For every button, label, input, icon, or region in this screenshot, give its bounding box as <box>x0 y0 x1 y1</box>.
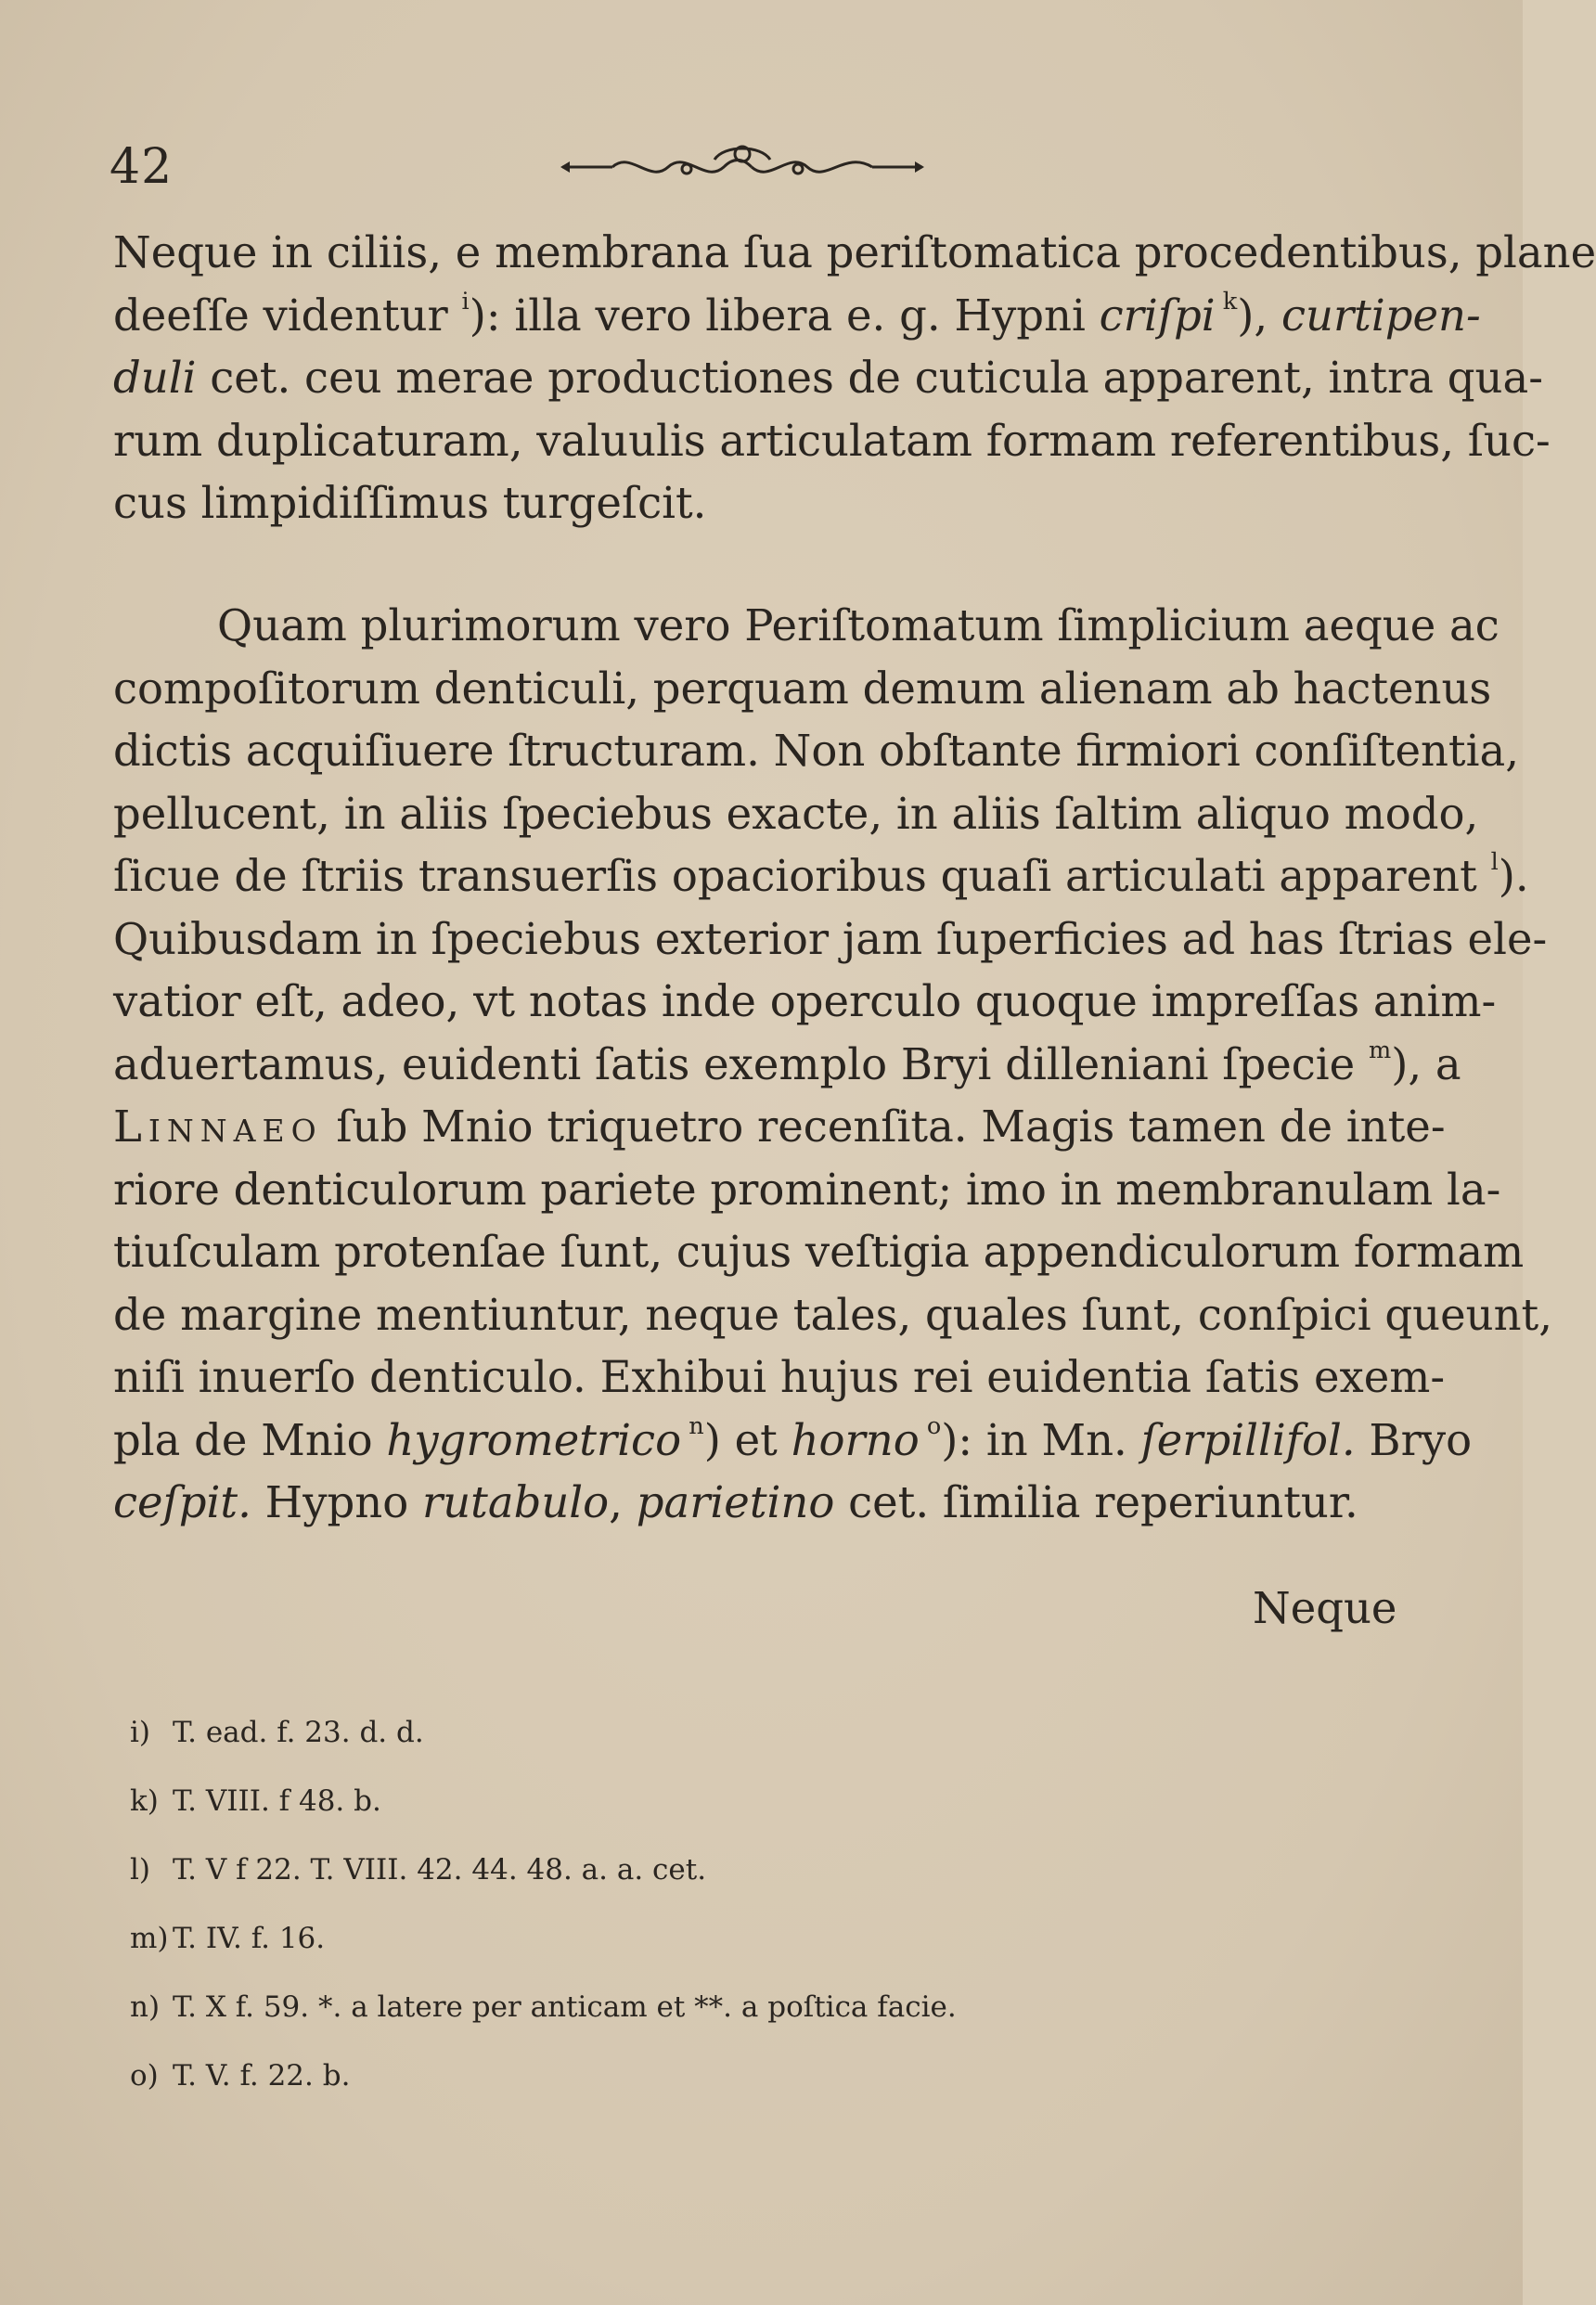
ornament-headpiece-icon <box>557 141 928 193</box>
p2-line-10: riore denticulorum pariete prominent; imo in membranulam la- <box>113 1164 1501 1215</box>
p2-line-14: pla de Mnio hygrometrico $^n$) et horno $^o$): in Mn. ſerpillifol. Bryo <box>113 1411 1473 1465</box>
author-name-linnaeus: Linnaeo <box>113 1101 323 1152</box>
p2-line-13: niſi inuerſo denticulo. Exhibui hujus rei euidentia ſatis exem- <box>113 1352 1446 1402</box>
p2-line-1: Quam plurimorum vero Periſtomatum ſimplicium aeque ac <box>217 600 1499 650</box>
p2-line-9: Linnaeo ſub Mnio triquetro recenſita. Magis tamen de inte- <box>113 1101 1446 1152</box>
footnote-k: k) T. VIII. f 48. b. <box>130 1784 381 1818</box>
footnote-ref-k: k <box>1222 287 1238 315</box>
p2-line-12: de margine mentiuntur, neque tales, quales ſunt, conſpici queunt, <box>113 1289 1552 1340</box>
p2-line-2: compoſitorum denticuli, perquam demum alienam ab hactenus <box>113 663 1492 714</box>
p2-line-6: Quibusdam in ſpeciebus exterior jam ſuperficies ad has ſtrias ele- <box>113 913 1548 964</box>
footnote-i: i) T. ead. f. 23. d. d. <box>130 1716 424 1749</box>
p2-line-11: tiuſculam protenſae ſunt, cujus veſtigia appendiculorum formam <box>113 1227 1525 1277</box>
p1-line-5: cus limpidiſſimus turgeſcit. <box>113 478 707 528</box>
footnote-l: l) T. V f 22. T. VIII. 42. 44. 48. a. a. cet. <box>130 1853 707 1886</box>
footnote-n: n) T. X f. 59. *. a latere per anticam et **. a poſtica facie. <box>130 1990 957 2024</box>
footnote-ref-m: m <box>1368 1036 1392 1064</box>
footnotes <box>130 1698 957 2110</box>
p2-line-15: ceſpit. Hypno rutabulo, parietino cet. ſimilia reperiuntur. <box>113 1477 1358 1527</box>
footnote-ref-n: n <box>689 1411 704 1440</box>
paragraph-1 <box>113 222 1596 535</box>
p1-line-1: Neque in ciliis, e membrana ſua periſtomatica procedentibus, plane <box>113 227 1596 277</box>
p1-line-4: rum duplicaturam, valuulis articulatam formam referentibus, ſuc- <box>113 415 1551 466</box>
footnote-ref-l: l <box>1490 847 1499 876</box>
paragraph-2 <box>113 595 1552 1535</box>
footnote-o: o) T. V. f. 22. b. <box>130 2059 351 2093</box>
page-number: 42 <box>109 139 174 195</box>
catchword: Neque <box>1253 1583 1397 1633</box>
p2-line-7: vatior eſt, adeo, vt notas inde operculo quoque impreſſas anim- <box>113 976 1497 1026</box>
p1-line-3: duli cet. ceu merae productiones de cuticula apparent, intra qua- <box>113 353 1543 403</box>
footnote-ref-o: o <box>926 1411 942 1440</box>
p2-line-8: aduertamus, euidenti ſatis exemplo Bryi dilleniani ſpecie $^m$), a <box>113 1036 1461 1089</box>
p2-line-5: ſicue de ſtriis transuerſis opacioribus quaſi articulati apparent $^l$). <box>113 847 1529 901</box>
p2-line-4: pellucent, in aliis ſpeciebus exacte, in aliis ſaltim aliquo modo, <box>113 788 1479 839</box>
footnote-m: m) T. IV. f. 16. <box>130 1922 326 1955</box>
footnote-ref-i: i <box>461 287 470 315</box>
p2-line-3: dictis acquiſiuere ſtructuram. Non obſtante firmiori conſiſtentia, <box>113 726 1519 776</box>
p1-line-2: deeſſe videntur $^i$): illa vero libera e. g. Hypni criſpi $^k$), curtipen- <box>113 287 1481 341</box>
